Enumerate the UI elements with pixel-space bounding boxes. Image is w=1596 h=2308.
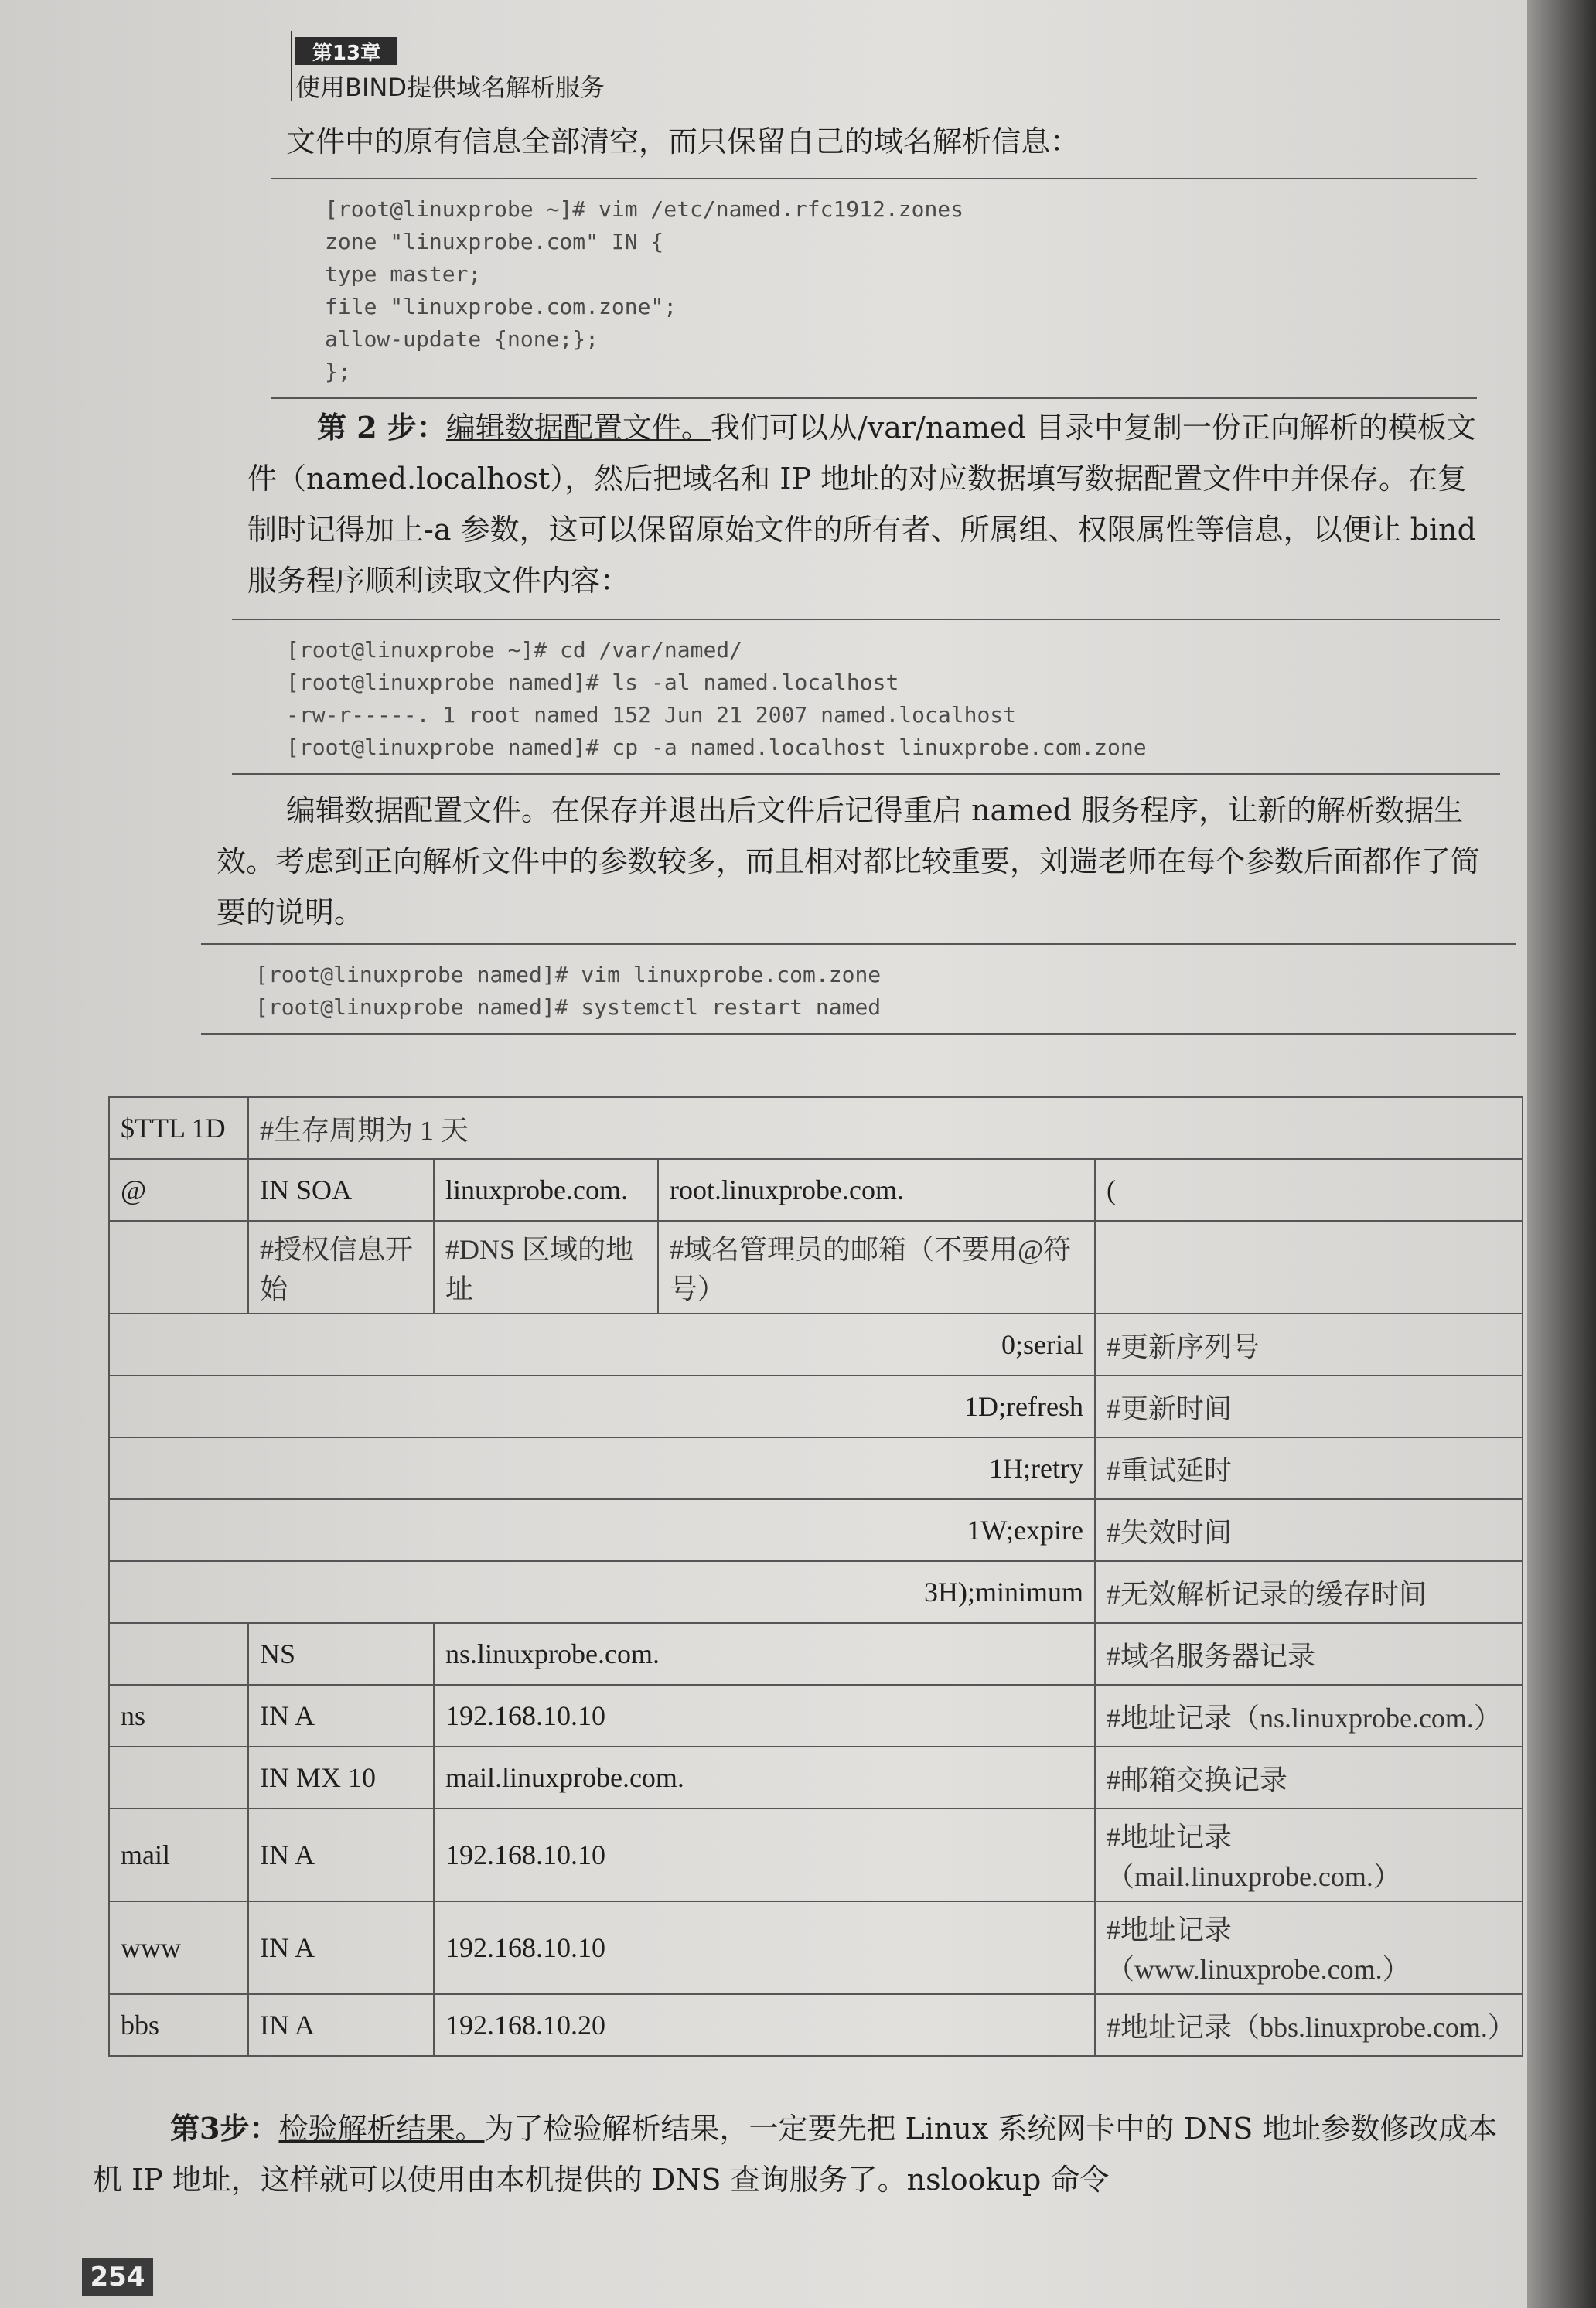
table-row (109, 1623, 1523, 1685)
chapter-badge: 第13章 (295, 37, 397, 65)
soa-param-comment: #更新时间 (1095, 1376, 1523, 1437)
soa-param-comment: #无效解析记录的缓存时间 (1095, 1561, 1523, 1623)
record-type: IN A (248, 1809, 434, 1901)
record-data: 192.168.10.10 (434, 1901, 1095, 1994)
soa-comment-3: #域名管理员的邮箱（不要用@符号） (658, 1221, 1095, 1314)
table-row (109, 1561, 1523, 1623)
table-row (109, 1685, 1523, 1747)
code-line: [root@linuxprobe ~]# cd /var/named/ (286, 637, 743, 663)
para-3: 编辑数据配置文件。在保存并退出后文件后记得重启 named 服务程序，让新的解析数据生效。考虑到正向解析文件中的参数较多，而且相对都比较重要，刘遄老师在每个参数后面都作了简要的说明。 (217, 793, 1481, 929)
code-line: type master; (325, 261, 482, 287)
soa-param-value: 1D;refresh (109, 1376, 1095, 1437)
step-title: 编辑数据配置文件。 (445, 411, 711, 445)
record-comment: #域名服务器记录 (1095, 1623, 1523, 1685)
step2-paragraph (247, 402, 1485, 606)
soa-param-value: 1W;expire (109, 1499, 1095, 1561)
soa-mail: root.linuxprobe.com. (658, 1159, 1095, 1221)
soa-paren: ( (1095, 1159, 1523, 1221)
table-row (109, 1901, 1523, 1994)
table-row (109, 1097, 1523, 1159)
record-comment: #地址记录（ns.linuxprobe.com.） (1095, 1685, 1523, 1747)
soa-comment-2: #DNS 区域的地址 (434, 1221, 658, 1314)
record-host: ns (109, 1685, 248, 1747)
code-block-zones (271, 178, 1477, 399)
code-line: [root@linuxprobe ~]# vim /etc/named.rfc1912.zones (325, 196, 964, 222)
chapter-divider (291, 31, 292, 101)
record-data: 192.168.10.10 (434, 1809, 1095, 1901)
soa-param-value: 0;serial (109, 1314, 1095, 1376)
record-type: NS (248, 1623, 434, 1685)
record-comment: #地址记录（www.linuxprobe.com.） (1095, 1901, 1523, 1994)
step-label: 第 2 步： (317, 410, 446, 445)
page-number: 254 (82, 2258, 153, 2296)
code-line: [root@linuxprobe named]# cp -a named.localhost linuxprobe.com.zone (286, 735, 1147, 760)
intro-paragraph: 文件中的原有信息全部清空，而只保留自己的域名解析信息： (286, 124, 1080, 159)
code-line: [root@linuxprobe named]# ls -al named.localhost (286, 670, 899, 695)
step-body: 为了检验解析结果，一定要先把 Linux 系统网卡中的 DNS 地址参数修改成本机 IP 地址，这样就可以使用由本机提供的 DNS 查询服务了。nslookup 命令 (93, 2112, 1498, 2197)
soa-domain: linuxprobe.com. (434, 1159, 658, 1221)
soa-param-value: 3H);minimum (109, 1561, 1095, 1623)
record-type: IN A (248, 1685, 434, 1747)
record-host: mail (109, 1809, 248, 1901)
record-comment: #地址记录（bbs.linuxprobe.com.） (1095, 1994, 1523, 2056)
table-row (109, 1159, 1523, 1221)
table-row (109, 1809, 1523, 1901)
record-host: bbs (109, 1994, 248, 2056)
code-block-copy (232, 619, 1500, 775)
chapter-title: 使用BIND提供域名解析服务 (295, 73, 605, 102)
code-line: [root@linuxprobe named]# vim linuxprobe.com.zone (255, 962, 882, 987)
soa-param-value: 1H;retry (109, 1437, 1095, 1499)
record-comment: #邮箱交换记录 (1095, 1747, 1523, 1809)
record-host (109, 1623, 248, 1685)
table-row (109, 1499, 1523, 1561)
table-row (109, 1994, 1523, 2056)
code-line: -rw-r-----. 1 root named 152 Jun 21 2007 named.localhost (286, 702, 1017, 728)
table-row (109, 1221, 1523, 1314)
table-row (109, 1747, 1523, 1809)
code-block-restart (201, 943, 1516, 1035)
record-type: IN A (248, 1994, 434, 2056)
code-line: }; (325, 359, 351, 384)
record-host (109, 1747, 248, 1809)
record-type: IN A (248, 1901, 434, 1994)
code-line: allow-update {none;}; (325, 326, 599, 352)
step3-paragraph (93, 2103, 1516, 2205)
record-data: ns.linuxprobe.com. (434, 1623, 1095, 1685)
record-comment: #地址记录（mail.linuxprobe.com.） (1095, 1809, 1523, 1901)
table-row (109, 1437, 1523, 1499)
soa-param-comment: #更新序列号 (1095, 1314, 1523, 1376)
table-row (109, 1314, 1523, 1376)
step-body: 我们可以从/var/named 目录中复制一份正向解析的模板文件（named.localhost），然后把域名和 IP 地址的对应数据填写数据配置文件中并保存。在复制时记得加上-a 参数，这可以保留原始文件的所有者、所属组、权限属性等信息，以便让 bind 服务程序顺利读取文件内容： (247, 411, 1476, 598)
record-data: 192.168.10.20 (434, 1994, 1095, 2056)
record-host: www (109, 1901, 248, 1994)
code-line: zone "linuxprobe.com" IN { (325, 229, 664, 254)
step-title: 检验解析结果。 (278, 2112, 485, 2146)
record-type: IN MX 10 (248, 1747, 434, 1809)
empty-cell (1095, 1221, 1523, 1314)
soa-type: IN SOA (248, 1159, 434, 1221)
ttl-cell: $TTL 1D (109, 1097, 248, 1159)
table-row (109, 1376, 1523, 1437)
zone-file-table (108, 1096, 1523, 2057)
record-data: 192.168.10.10 (434, 1685, 1095, 1747)
empty-cell (109, 1221, 248, 1314)
step-label: 第3步： (170, 2111, 279, 2146)
soa-param-comment: #重试延时 (1095, 1437, 1523, 1499)
code-line: [root@linuxprobe named]# systemctl restart named (255, 994, 882, 1020)
page-edge-shadow (1527, 0, 1596, 2308)
soa-param-comment: #失效时间 (1095, 1499, 1523, 1561)
record-data: mail.linuxprobe.com. (434, 1747, 1095, 1809)
soa-origin: @ (109, 1159, 248, 1221)
code-line: file "linuxprobe.com.zone"; (325, 294, 677, 319)
soa-comment-1: #授权信息开始 (248, 1221, 434, 1314)
ttl-comment: #生存周期为 1 天 (248, 1097, 1523, 1159)
